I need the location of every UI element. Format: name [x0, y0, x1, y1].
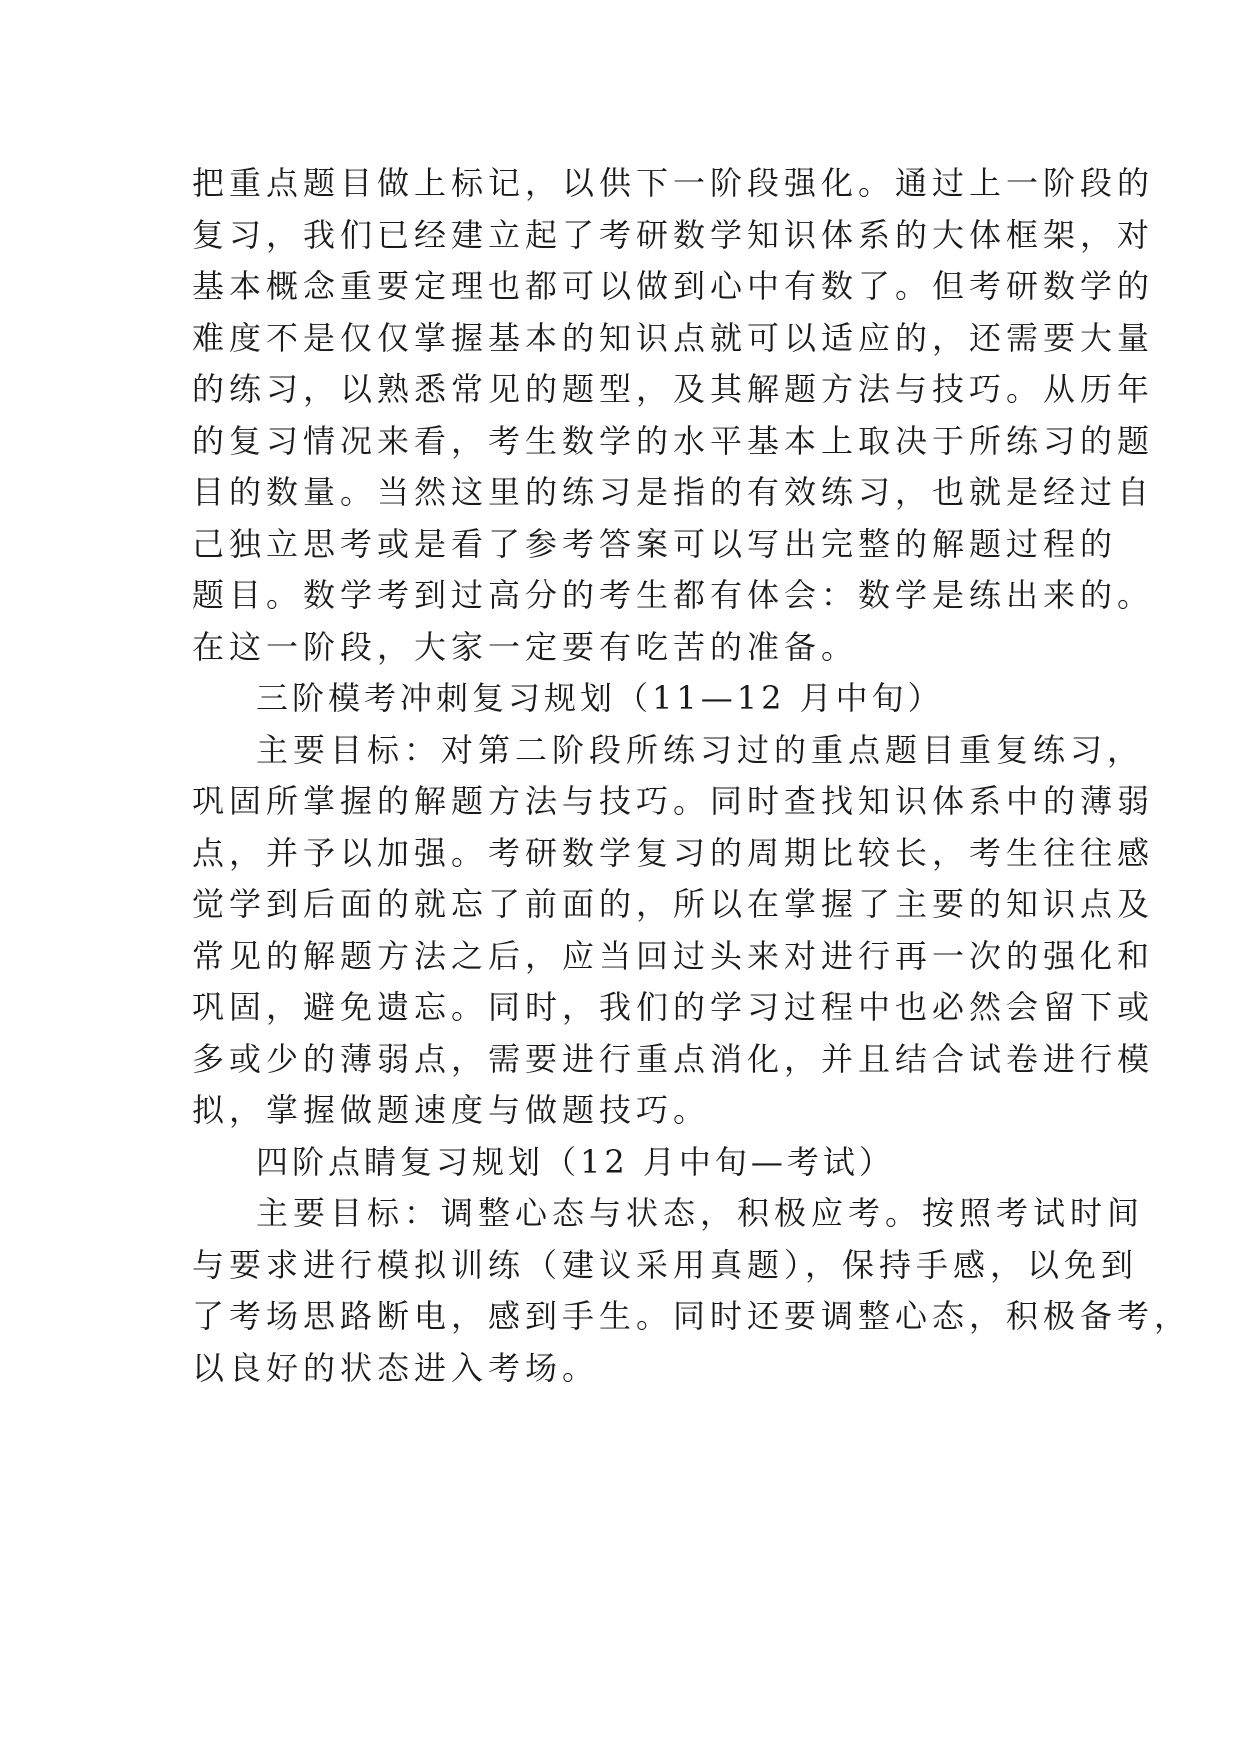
text-line: 了考场思路断电，感到手生。同时还要调整心态，积极备考， — [192, 1297, 1192, 1335]
document-body — [192, 158, 1192, 1394]
text-line: 难度不是仅仅掌握基本的知识点就可以适应的，还需要大量 — [192, 318, 1155, 357]
text-line: 多或少的薄弱点，需要进行重点消化，并且结合试卷进行模 — [192, 1039, 1155, 1078]
text-line: 与要求进行模拟训练（建议采用真题），保持手感，以免到 — [192, 1245, 1139, 1284]
text-line: 以良好的状态进入考场。 — [192, 1348, 600, 1387]
text-line: 拟，掌握做题速度与做题技巧。 — [192, 1091, 711, 1129]
text-line: 觉学到后面的就忘了前面的，所以在掌握了主要的知识点及 — [192, 885, 1155, 923]
text-line: 基本概念重要定理也都可以做到心中有数了。但考研数学的 — [192, 267, 1155, 305]
text-line: 己独立思考或是看了参考答案可以写出完整的解题过程的 — [192, 524, 1118, 563]
paragraph-practice — [192, 158, 1155, 673]
text-line: 的练习，以熟悉常见的题型，及其解题方法与技巧。从历年 — [192, 370, 1155, 408]
text-line: 在这一阶段，大家一定要有吃苦的准备。 — [192, 627, 859, 666]
text-line: 常见的解题方法之后，应当回过头来对进行再一次的强化和 — [192, 936, 1155, 975]
paragraph-stage-3 — [192, 725, 1155, 1137]
section-heading-stage-4: 四阶点睛复习规划（12 月中旬—考试） — [256, 1142, 895, 1181]
text-line: 巩固，避免遗忘。同时，我们的学习过程中也必然会留下或 — [192, 988, 1155, 1026]
text-line: 目的数量。当然这里的练习是指的有效练习，也就是经过自 — [192, 473, 1155, 511]
text-line: 题目。数学考到过高分的考生都有体会：数学是练出来的。 — [192, 576, 1155, 614]
text-line: 把重点题目做上标记，以供下一阶段强化。通过上一阶段的 — [192, 164, 1155, 202]
text-line: 的复习情况来看，考生数学的水平基本上取决于所练习的题 — [192, 421, 1155, 460]
text-line: 点，并予以加强。考研数学复习的周期比较长，考生往往感 — [192, 833, 1155, 872]
text-line: 巩固所掌握的解题方法与技巧。同时查找知识体系中的薄弱 — [192, 782, 1155, 820]
paragraph-stage-4 — [192, 1188, 1192, 1394]
section-heading-stage-3: 三阶模考冲刺复习规划（11—12 月中旬） — [256, 679, 944, 717]
text-line: 主要目标：对第二阶段所练习过的重点题目重复练习， — [256, 730, 1145, 769]
text-line: 主要目标：调整心态与状态，积极应考。按照考试时间 — [256, 1194, 1145, 1232]
text-line: 复习，我们已经建立起了考研数学知识体系的大体框架，对 — [192, 215, 1155, 254]
